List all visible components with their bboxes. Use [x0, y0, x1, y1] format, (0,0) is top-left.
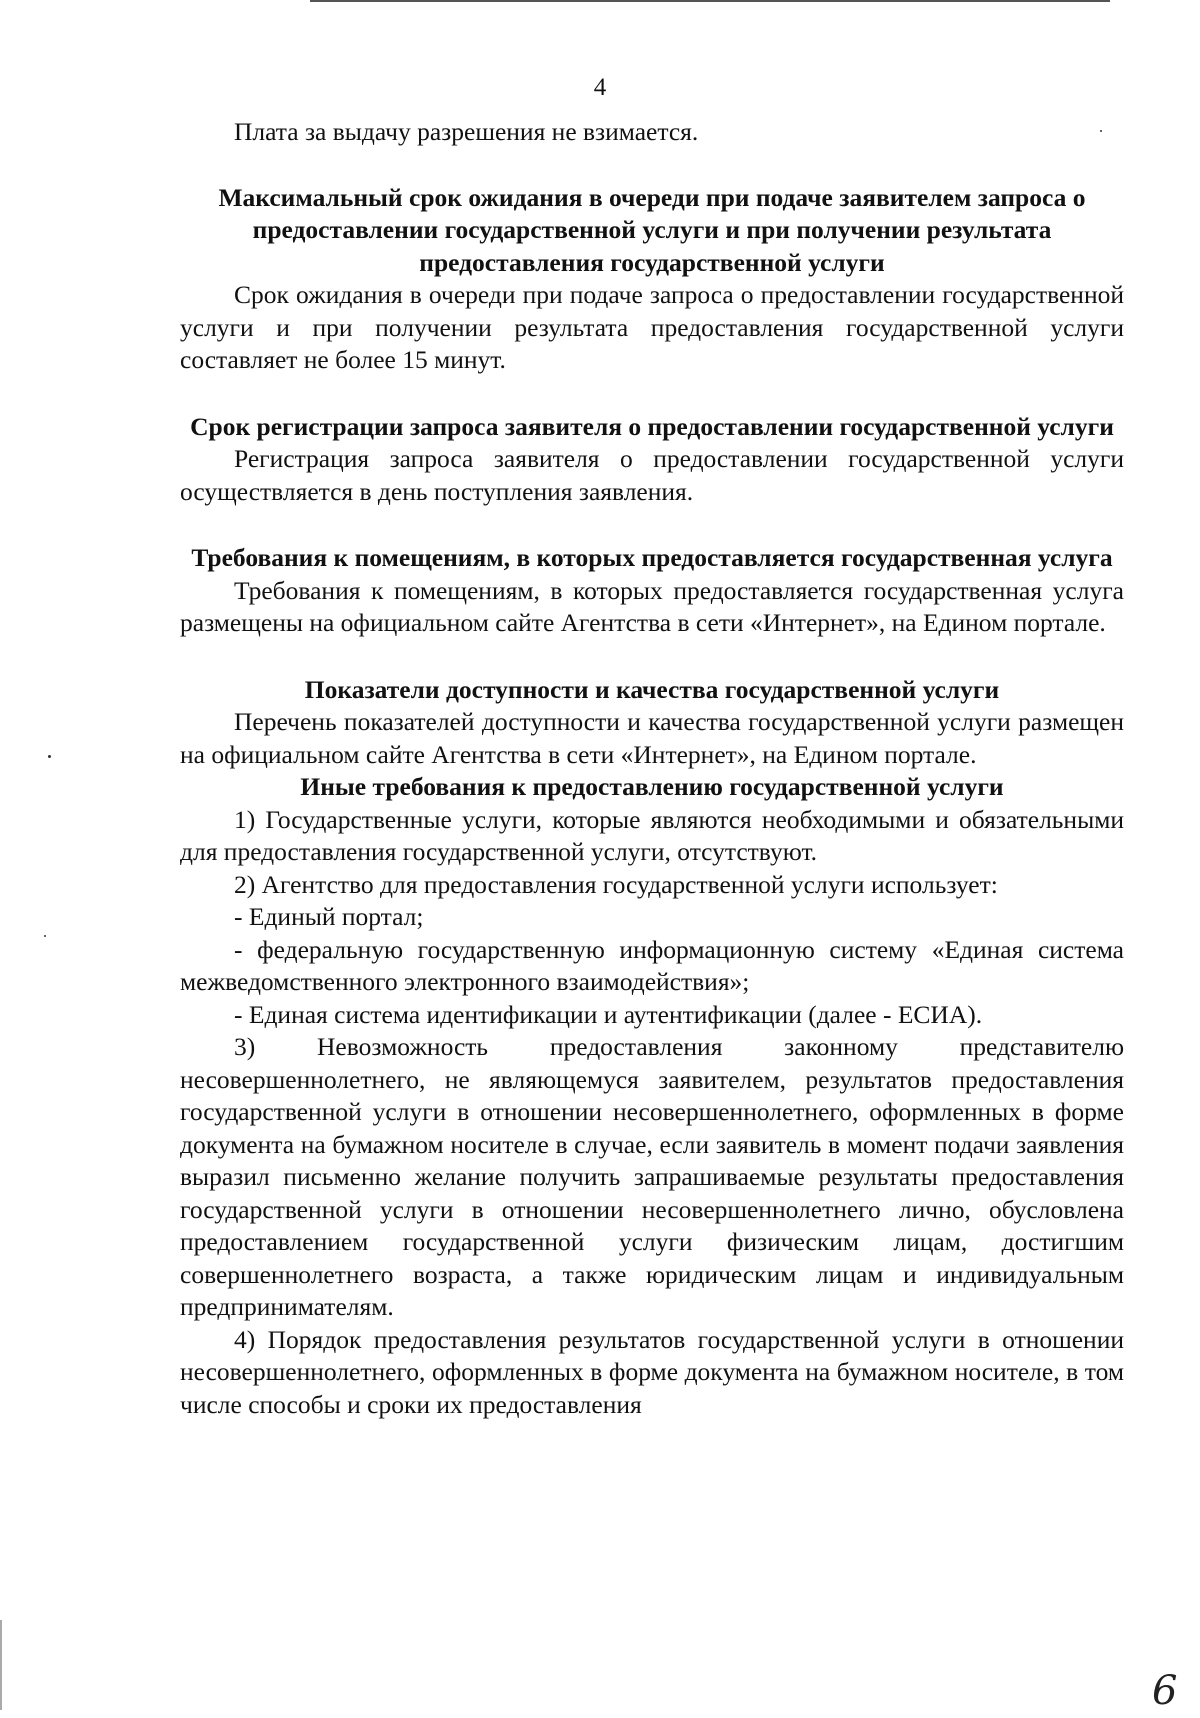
wait-time-paragraph: Срок ожидания в очереди при подаче запроса о предоставлении государственной услуги и при получении результата предоставления государственной услуги составляет не более 15 минут.: [180, 280, 1124, 374]
list-item-1: 1) Государственные услуги, которые являются необходимыми и обязательными для предоставления государственной услуги, отсутствуют.: [180, 804, 1124, 866]
heading-other-requirements: Иные требования к предоставлению государственной услуги: [300, 772, 1004, 801]
list-item-2a: - Единый портал;: [234, 902, 424, 931]
heading-accessibility: Показатели доступности и качества государственной услуги: [304, 674, 1000, 704]
list-item-2c: - Единая система идентификации и аутентификации (далее - ЕСИА).: [234, 999, 983, 1029]
document-body: [180, 116, 1124, 1421]
scan-speck: [44, 935, 46, 937]
heading-premises: Требования к помещениям, в которых предоставляется государственная услуга: [191, 543, 1113, 572]
registration-paragraph: Регистрация запроса заявителя о предоставлении государственной услуги осуществляется в день поступления заявления.: [180, 444, 1124, 506]
list-item-3: 3) Невозможность предоставления законному представителю несовершеннолетнего, не являющемуся заявителем, результатов предоставления государственной услуги в отношении несовершеннолетнего, оформленных в форме документа на бумажном носителе в случае, если заявитель в момент подачи заявления выразил письменно желание получить запрашиваемые результаты предоставления государственной услуги в отношении несовершеннолетнего лично, обусловлена предоставлением государственной услуги физическим лицам, достигшим совершеннолетнего возраста, а также юридическим лицам и индивидуальным предпринимателям.: [180, 1032, 1124, 1321]
page-number: 4: [593, 74, 607, 101]
scan-left-edge: [0, 1620, 2, 1710]
list-item-2: 2) Агентство для предоставления государственной услуги использует:: [234, 869, 998, 899]
scan-top-edge: [310, 0, 1110, 2]
list-item-4: 4) Порядок предоставления результатов государственной услуги в отношении несовершеннолетнего, оформленных в форме документа на бумажном носителе, в том числе способы и сроки их предоставления: [180, 1324, 1124, 1419]
scan-speck: [1100, 130, 1102, 132]
premises-paragraph: Требования к помещениям, в которых предоставляется государственная услуга размещены на официальном сайте Агентства в сети «Интернет», на Едином портале.: [180, 575, 1124, 637]
handwritten-page-number: 6: [1152, 1668, 1178, 1714]
list-item-2b: - федеральную государственную информационную систему «Единая система межведомственного электронного взаимодействия»;: [180, 934, 1124, 996]
heading-registration: Срок регистрации запроса заявителя о предоставлении государственной услуги: [190, 411, 1114, 441]
scan-speck: [48, 755, 51, 758]
accessibility-paragraph: Перечень показателей доступности и качества государственной услуги размещен на официальном сайте Агентства в сети «Интернет», на Едином портале.: [180, 707, 1124, 769]
fee-paragraph: Плата за выдачу разрешения не взимается.: [234, 117, 699, 146]
heading-wait-time: Максимальный срок ожидания в очереди при подаче заявителем запроса о предоставлении государственной услуги и при получении результата предоставления государственной услуги: [218, 182, 1086, 277]
